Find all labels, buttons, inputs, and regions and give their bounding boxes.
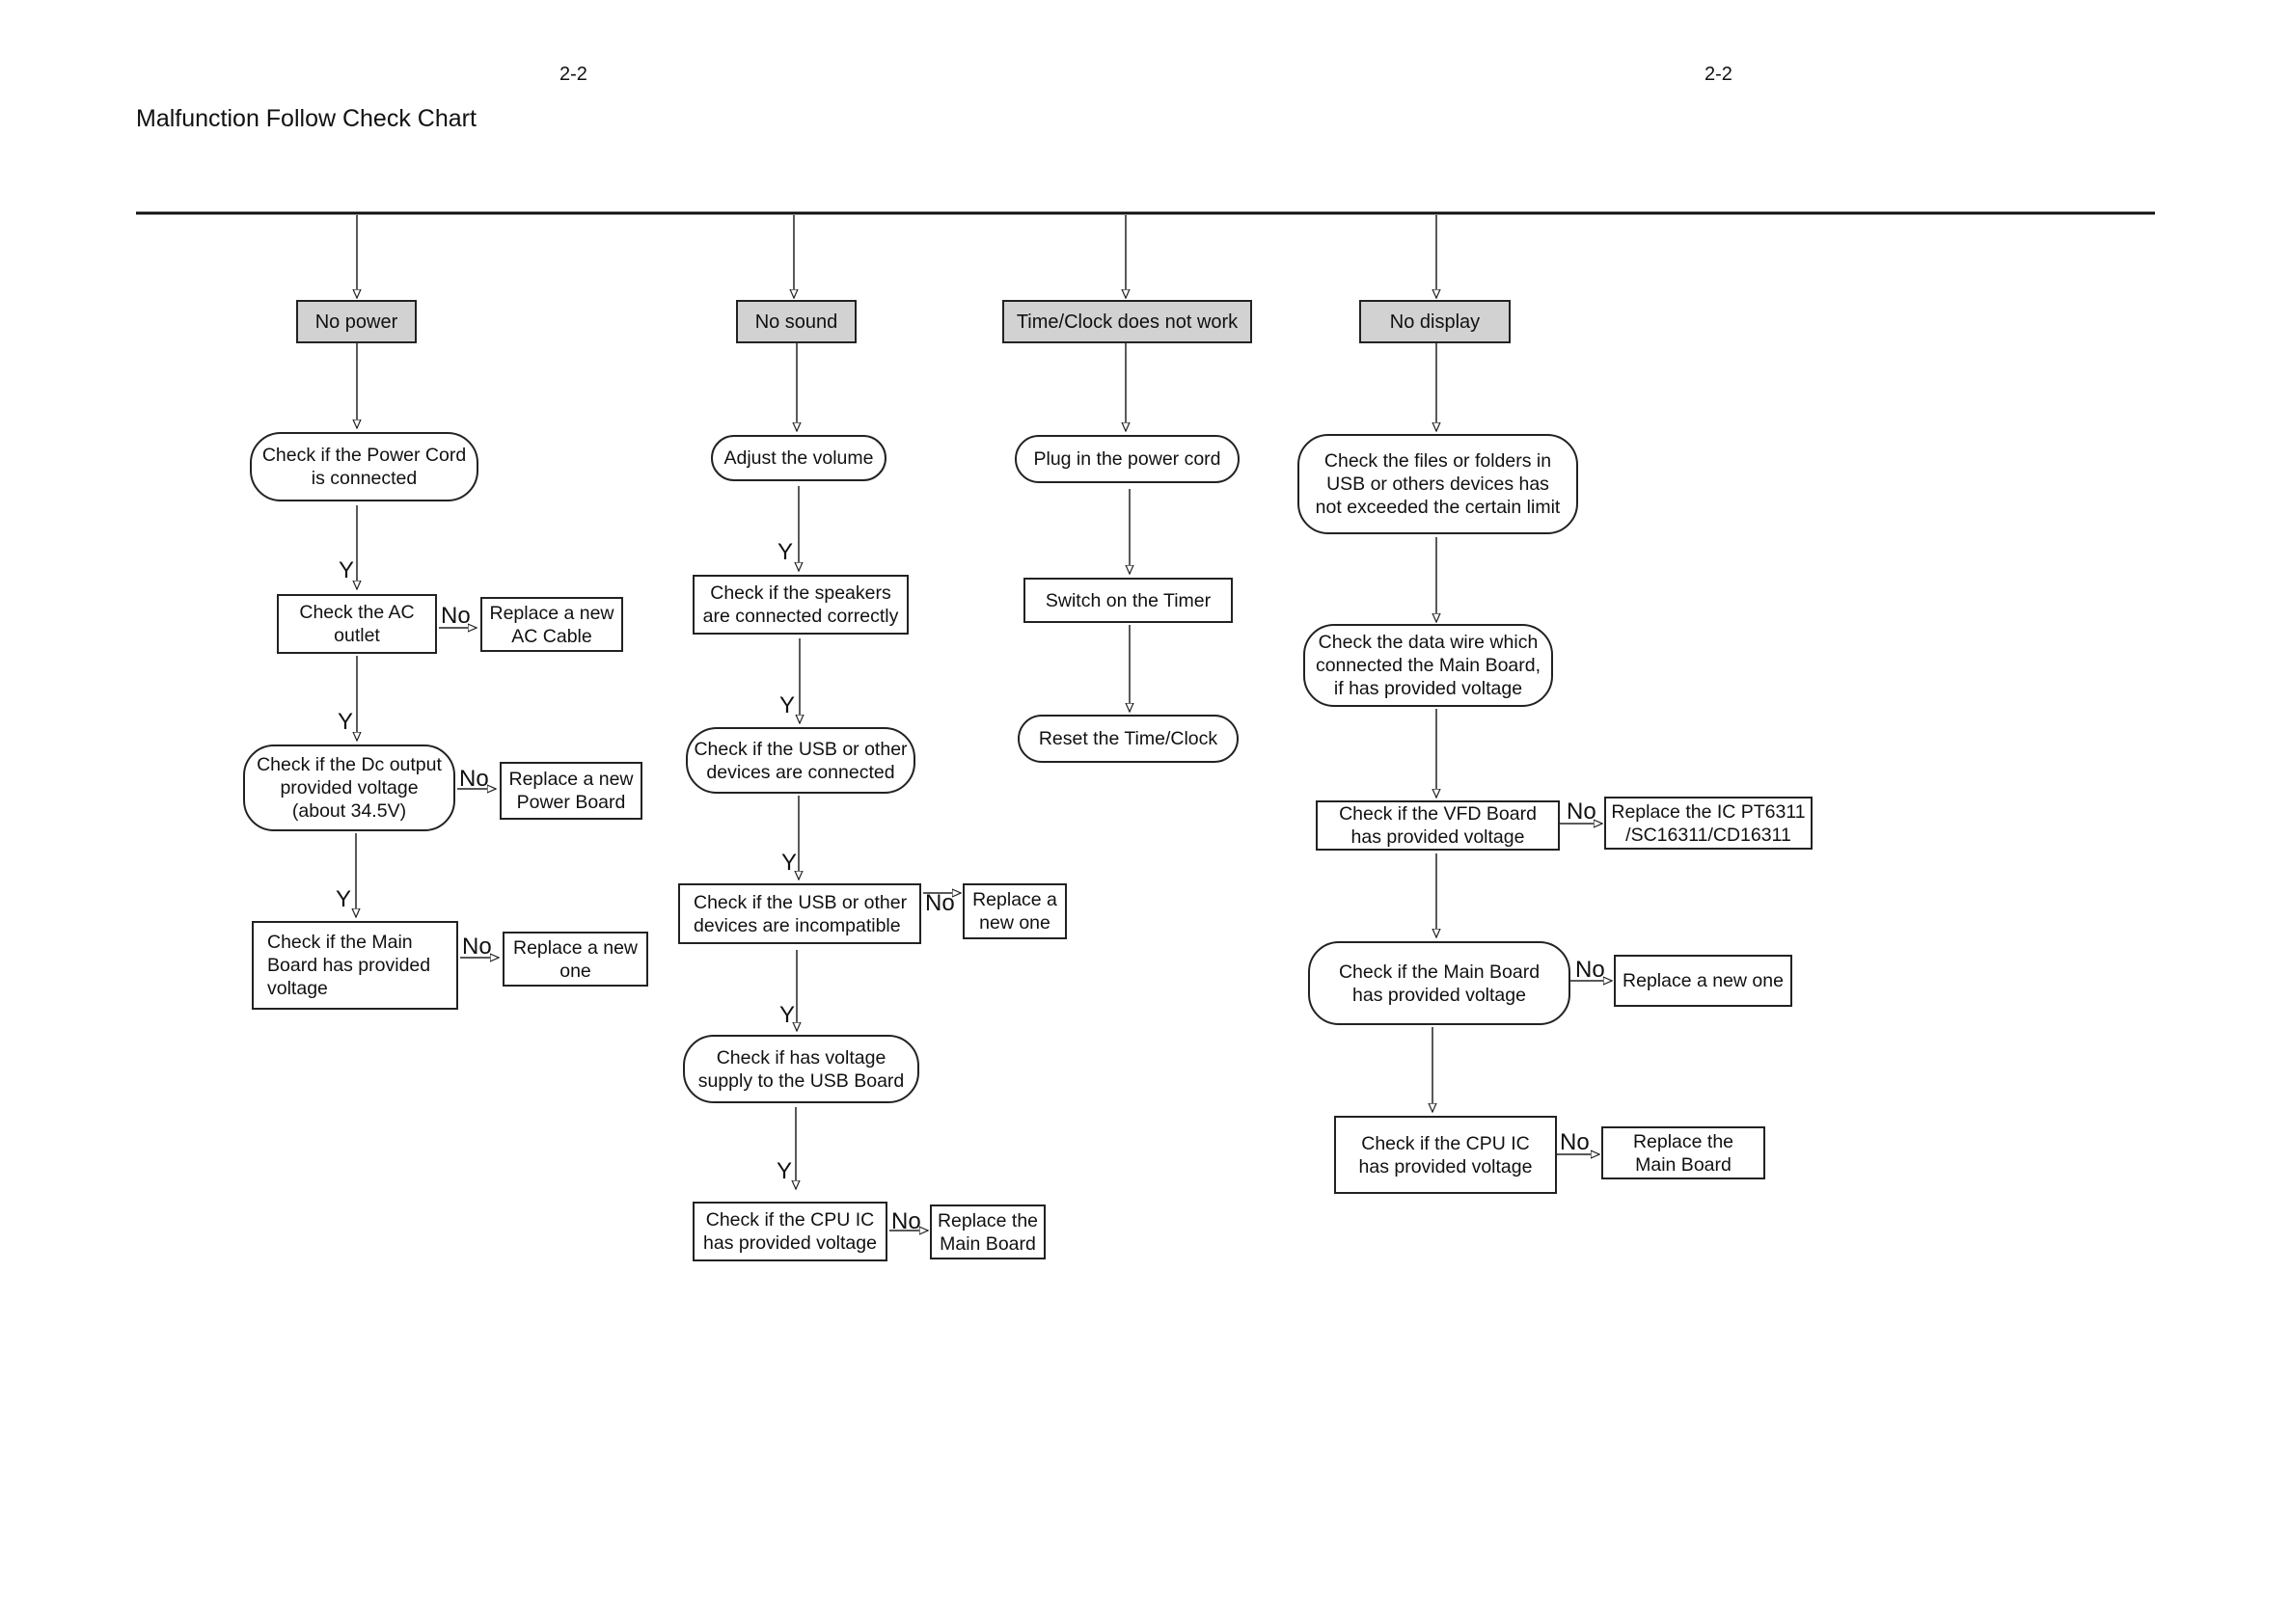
no-label: No xyxy=(891,1208,921,1234)
step-reset-clock: Reset the Time/Clock xyxy=(1018,715,1239,763)
fix-new-one-power: Replace a new one xyxy=(503,932,648,987)
no-label: No xyxy=(1560,1129,1590,1155)
fix-ac-cable: Replace a new AC Cable xyxy=(480,597,623,652)
no-label: No xyxy=(441,603,471,629)
fix-new-one-display: Replace a new one xyxy=(1614,955,1792,1007)
step-usb-incompatible: Check if the USB or other devices are incompatible xyxy=(678,883,921,944)
step-vfd-board: Check if the VFD Board has provided voltage xyxy=(1316,800,1560,851)
fix-main-board-display: Replace the Main Board xyxy=(1601,1126,1765,1179)
header-no-sound: No sound xyxy=(736,300,857,343)
yes-label: Y xyxy=(779,1002,796,1028)
step-main-board-voltage: Check if the Main Board has provided voltage xyxy=(252,921,458,1010)
step-plug-power-cord: Plug in the power cord xyxy=(1015,435,1240,483)
step-usb-connected: Check if the USB or other devices are connected xyxy=(686,727,915,794)
no-label: No xyxy=(462,934,492,960)
yes-label: Y xyxy=(779,692,796,718)
step-usb-board-voltage: Check if has voltage supply to the USB Board xyxy=(683,1035,919,1103)
header-no-display: No display xyxy=(1359,300,1511,343)
fix-power-board: Replace a new Power Board xyxy=(500,762,642,820)
step-power-cord: Check if the Power Cord is connected xyxy=(250,432,478,501)
step-dc-output: Check if the Dc output provided voltage (about 34.5V) xyxy=(243,744,455,831)
step-data-wire: Check the data wire which connected the Main Board, if has provided voltage xyxy=(1303,624,1553,707)
no-label: No xyxy=(925,890,955,916)
page-number-right: 2-2 xyxy=(1705,64,1732,85)
yes-label: Y xyxy=(777,539,794,565)
step-cpu-ic-sound: Check if the CPU IC has provided voltage xyxy=(693,1202,887,1261)
yes-label: Y xyxy=(781,850,798,876)
no-label: No xyxy=(1575,957,1605,983)
step-speakers-connected: Check if the speakers are connected correctly xyxy=(693,575,909,635)
header-no-power: No power xyxy=(296,300,417,343)
step-files-folders: Check the files or folders in USB or others devices has not exceeded the certain limit xyxy=(1297,434,1578,534)
step-switch-timer: Switch on the Timer xyxy=(1023,578,1233,623)
step-main-board-display: Check if the Main Board has provided voltage xyxy=(1308,941,1570,1025)
yes-label: Y xyxy=(777,1158,793,1184)
no-label: No xyxy=(1567,798,1596,825)
step-cpu-ic-display: Check if the CPU IC has provided voltage xyxy=(1334,1116,1557,1194)
yes-label: Y xyxy=(336,886,352,912)
no-label: No xyxy=(459,766,489,792)
page-title: Malfunction Follow Check Chart xyxy=(136,105,477,132)
yes-label: Y xyxy=(338,709,354,735)
fix-new-one-sound: Replace a new one xyxy=(963,883,1067,939)
page-number-left: 2-2 xyxy=(559,64,587,85)
fix-ic-pt6311: Replace the IC PT6311 /SC16311/CD16311 xyxy=(1604,797,1813,850)
step-adjust-volume: Adjust the volume xyxy=(711,435,886,481)
step-ac-outlet: Check the AC outlet xyxy=(277,594,437,654)
header-time-clock: Time/Clock does not work xyxy=(1002,300,1252,343)
fix-main-board-sound: Replace the Main Board xyxy=(930,1204,1046,1259)
yes-label: Y xyxy=(339,557,355,583)
